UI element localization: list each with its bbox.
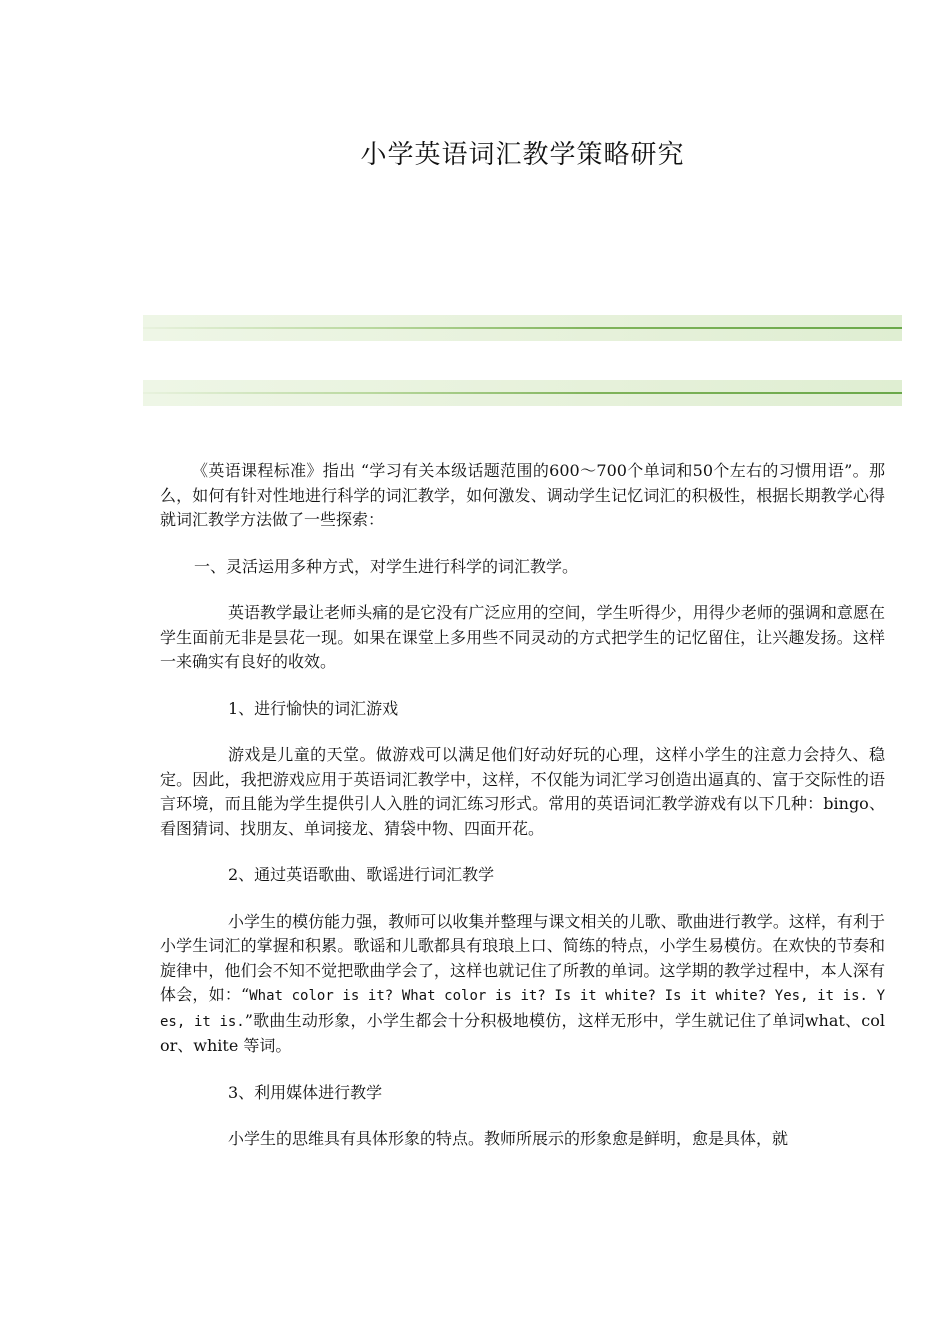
decorative-band-top — [143, 315, 902, 341]
intro-paragraph: 《英语课程标准》指出 “学习有关本级话题范围的600～700个单词和50个左右的习惯用语”。那么，如何有针对性地进行科学的词汇教学，如何激发、调动学生记忆词汇的积极性，根据长期教学心得就词汇教学方法做了一些探索： — [160, 461, 885, 529]
subheading-2: 2、通过英语歌曲、歌谣进行词汇教学 — [228, 865, 495, 884]
paragraph-4: 小学生的思维具有具体形象的特点。教师所展示的形象愈是鲜明，愈是具体，就 — [228, 1129, 789, 1148]
paragraph-3-part-c: ”歌曲生动形象，小学生都会十分积极地模仿，这样无形中，学生就记住了单词what、color、white 等词。 — [160, 1010, 885, 1055]
document-title: 小学英语词汇教学策略研究 — [360, 140, 685, 170]
green-rule — [143, 327, 902, 329]
paragraph-2: 游戏是儿童的天堂。做游戏可以满足他们好动好玩的心理，这样小学生的注意力会持久、稳定。因此，我把游戏应用于英语词汇教学中，这样，不仅能为词汇学习创造出逼真的、富于交际性的语言环境，而且能为学生提供引人入胜的词汇练习形式。常用的英语词汇教学游戏有以下几种：bingo、看图猜词、找朋友、单词接龙、猜袋中物、四面开花。 — [160, 745, 885, 838]
section-heading-1: 一、灵活运用多种方式，对学生进行科学的词汇教学。 — [194, 556, 579, 576]
paragraph-3 — [160, 910, 885, 1059]
subheading-3: 3、利用媒体进行教学 — [228, 1082, 383, 1102]
document-body — [160, 459, 885, 1174]
green-rule — [143, 392, 902, 394]
paragraph-1: 英语教学最让老师头痛的是它没有广泛应用的空间，学生听得少，用得少老师的强调和意愿在学生面前无非是昙花一现。如果在课堂上多用些不同灵动的方式把学生的记忆留住，让兴趣发扬。这样一来确实有良好的收效。 — [160, 603, 885, 671]
paragraph-3-part-a: 小学生的模仿能力强，教师可以收集并整理与课文相关的儿歌、歌曲进行教学。这样，有利于小学生词汇的掌握和积累。歌谣和儿歌都具有琅琅上口、简练的特点，小学生易模仿。在欢快的节奏和旋律中，他们会不知不觉把歌曲学会了，这样也就记住了所教的单词。这学期的教学过程中，本人深有体会，如：“ — [160, 911, 885, 1004]
subheading-1: 1、进行愉快的词汇游戏 — [228, 698, 399, 718]
song-lyrics: What color is it? What color is it? Is it white? Is it white? Yes, it is. Yes, it is. — [160, 988, 886, 1030]
decorative-band-bottom — [143, 380, 902, 406]
